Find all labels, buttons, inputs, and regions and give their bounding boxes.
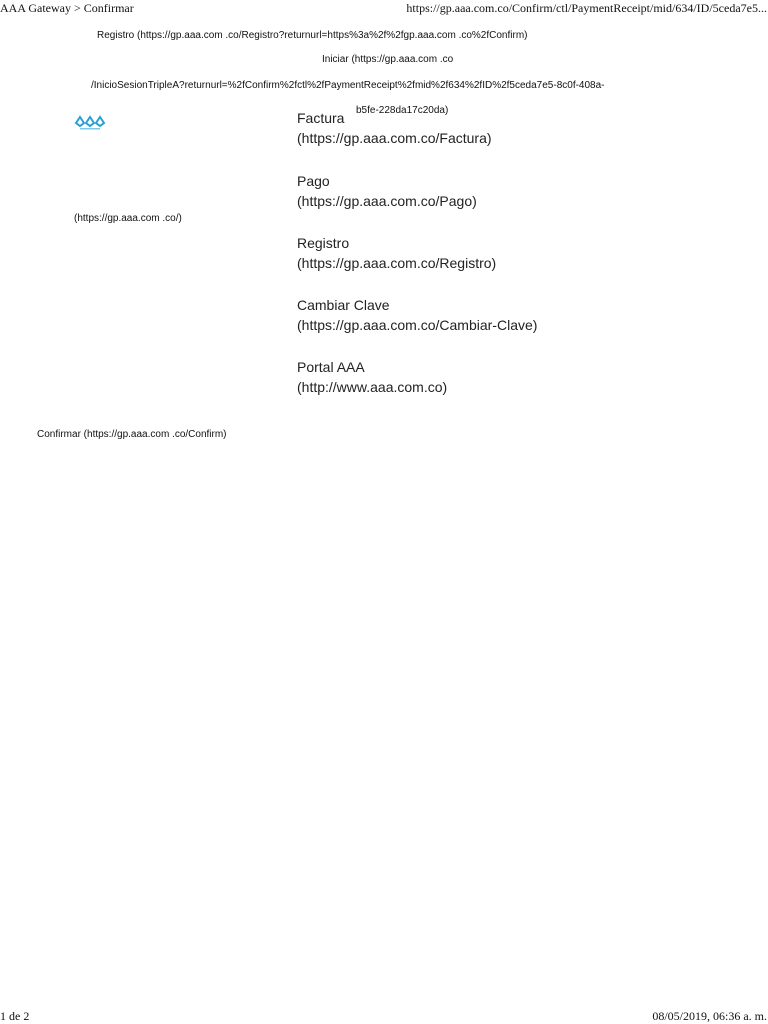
print-footer-page: 1 de 2	[0, 1009, 30, 1023]
nav-item-cambiar-clave[interactable]	[297, 295, 537, 335]
aaa-logo-icon[interactable]	[74, 113, 108, 133]
breadcrumb-confirmar[interactable]: Confirmar (https://gp.aaa.com .co/Confirm)	[37, 429, 227, 440]
nav-item-registro[interactable]	[297, 233, 496, 273]
print-header-url: https://gp.aaa.com.co/Confirm/ctl/PaymentReceipt/mid/634/ID/5ceda7e5...	[406, 1, 767, 15]
nav-item-label: Cambiar Clave	[297, 297, 390, 313]
nav-item-portal-aaa[interactable]	[297, 357, 447, 397]
home-link[interactable]: (https://gp.aaa.com .co/)	[74, 213, 182, 224]
print-header-title: AAA Gateway > Confirmar	[0, 1, 134, 15]
nav-item-pago[interactable]	[297, 171, 477, 211]
iniciar-link-line1[interactable]: Iniciar (https://gp.aaa.com .co	[322, 54, 454, 65]
nav-item-label: Portal AAA	[297, 359, 365, 375]
nav-item-url: (https://gp.aaa.com.co/Registro)	[297, 255, 497, 271]
nav-item-url: (https://gp.aaa.com.co/Cambiar-Clave)	[297, 317, 538, 333]
nav-item-factura[interactable]	[297, 108, 492, 148]
nav-item-label: Factura	[297, 110, 345, 126]
print-footer-datetime: 08/05/2019, 06:36 a. m.	[652, 1009, 767, 1023]
registro-link[interactable]: Registro (https://gp.aaa.com .co/Registro?returnurl=https%3a%2f%2fgp.aaa.com .co%2fConfirm)	[97, 30, 528, 41]
iniciar-link-line3[interactable]: b5fe-228da17c20da)	[356, 105, 449, 116]
nav-item-label: Registro	[297, 235, 350, 251]
nav-item-url: (https://gp.aaa.com.co/Factura)	[297, 130, 492, 146]
nav-item-label: Pago	[297, 173, 330, 189]
iniciar-link-line2[interactable]: /InicioSesionTripleA?returnurl=%2fConfirm%2fctl%2fPaymentReceipt%2fmid%2f634%2fID%2f5ceda7e5-8c0f-408a-	[91, 80, 605, 91]
nav-item-url: (https://gp.aaa.com.co/Pago)	[297, 193, 477, 209]
nav-item-url: (http://www.aaa.com.co)	[297, 379, 448, 395]
